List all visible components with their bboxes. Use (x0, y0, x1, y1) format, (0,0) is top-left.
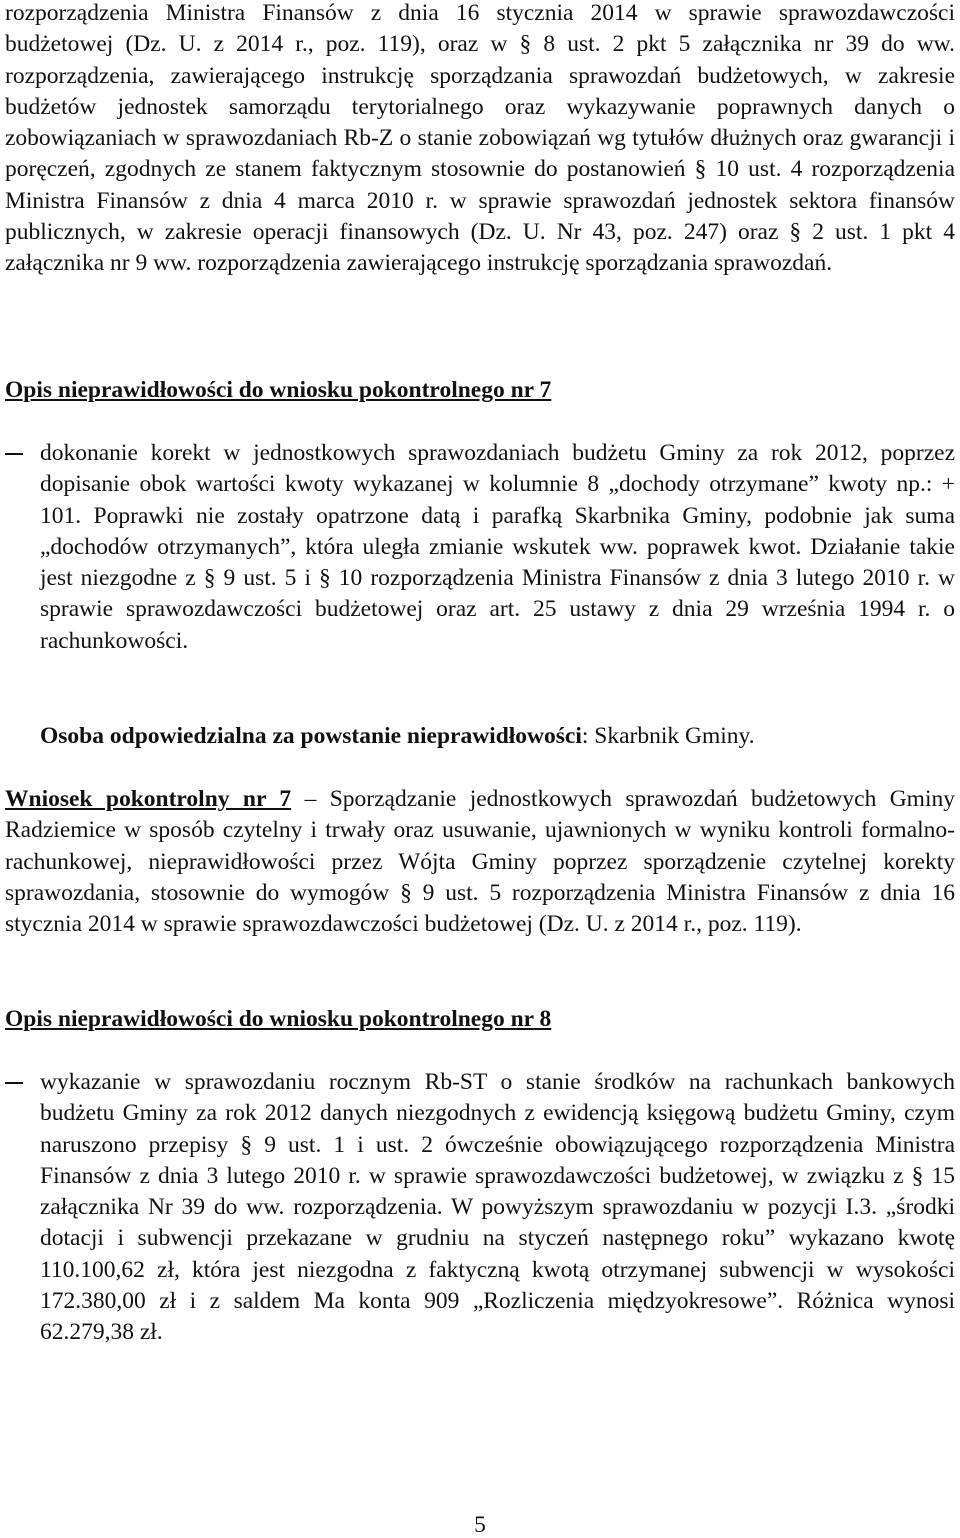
section-8-item-text: wykazanie w sprawozdaniu rocznym Rb-ST o stanie środków na rachunkach bankowych budżetu Gminy za rok 2012 danych niezgodnych z ewidencją księgową budżetu Gminy, czym naruszono przepisy § 9 ust. 1 i ust. 2 ówcześnie obowiązującego rozporządzenia Ministra Finansów z dnia 3 lutego 2010 r. w sprawie sprawozdawczości budżetowej, w związku z § 15 załącznika Nr 39 do ww. rozporządzenia. W powyższym sprawozdaniu w pozycji I.3. „środki dotacji i subwencji przekazane w grudniu na styczeń następnego roku” wykazano kwotę 110.100,62 zł, która jest niezgodna z faktyczną kwotą otrzymanej subwencji w wysokości 172.380,00 zł i z saldem Ma konta 909 „Rozliczenia międzyokresowe”. Różnica wynosi 62.279,38 zł. (40, 1069, 955, 1346)
section-7-list-item (5, 438, 955, 657)
responsible-person-line (40, 721, 755, 752)
recommendation-7-text: – Sporządzanie jednostkowych sprawozdań budżetowych Gminy Radziemice w sposób czytelny i trwały oraz usuwanie, ujawnionych w wyniku kontroli formalno-rachunkowej, nieprawidłowości przez Wójta Gminy poprzez sporządzenie czytelnej korekty sprawozdania, stosownie do wymogów § 9 ust. 5 rozporządzenia Ministra Finansów z dnia 16 stycznia 2014 w sprawie sprawozdawczości budżetowej (Dz. U. z 2014 r., poz. 119). (5, 786, 955, 938)
section-8-list-item (5, 1067, 955, 1349)
intro-paragraph: rozporządzenia Ministra Finansów z dnia 16 stycznia 2014 w sprawie sprawozdawczości budżetowej (Dz. U. z 2014 r., poz. 119), oraz w § 8 ust. 2 pkt 5 załącznika nr 39 do ww. rozporządzenia, zawierającego instrukcję sporządzania sprawozdań budżetowych, w zakresie budżetów jednostek samorządu terytorialnego oraz wykazywanie poprawnych danych o zobowiązaniach w sprawozdaniach Rb-Z o stanie zobowiązań wg tytułów dłużnych oraz gwarancji i poręczeń, zgodnych ze stanem faktycznym stosownie do postanowień § 10 ust. 4 rozporządzenia Ministra Finansów z dnia 4 marca 2010 r. w sprawie sprawozdań jednostek sektora finansów publicznych, w zakresie operacji finansowych (Dz. U. Nr 43, poz. 247) oraz § 2 ust. 1 pkt 4 załącznika nr 9 ww. rozporządzenia zawierającego instrukcję sporządzania sprawozdań. (5, 0, 955, 277)
recommendation-7-label: Wniosek pokontrolny nr 7 (5, 786, 292, 812)
section-7-item-text: dokonanie korekt w jednostkowych sprawozdaniach budżetu Gminy za rok 2012, poprzez dopisanie obok wartości kwoty wykazanej w kolumnie 8 „dochody otrzymane” kwoty np.: + 101. Poprawki nie zostały opatrzone datą i parafką Skarbnika Gminy, podobnie jak suma „dochodów otrzymanych”, która uległa zmianie wskutek ww. poprawek kwot. Działanie takie jest niezgodne z § 9 ust. 5 i § 10 rozporządzenia Ministra Finansów z dnia 3 lutego 2010 r. w sprawie sprawozdawczości budżetowej oraz art. 25 ustawy z dnia 29 września 1994 r. o rachunkowości. (40, 440, 955, 654)
dash-bullet-icon (5, 453, 23, 455)
page-number: 5 (474, 1512, 486, 1538)
section-8-heading: Opis nieprawidłowości do wniosku pokontrolnego nr 8 (5, 1006, 552, 1032)
dash-bullet-icon (5, 1082, 23, 1084)
responsible-person-value: : Skarbnik Gminy. (581, 723, 755, 749)
responsible-person-label: Osoba odpowiedzialna za powstanie nieprawidłowości (40, 723, 582, 749)
recommendation-7-paragraph (5, 784, 955, 940)
section-7-heading: Opis nieprawidłowości do wniosku pokontrolnego nr 7 (5, 377, 552, 403)
